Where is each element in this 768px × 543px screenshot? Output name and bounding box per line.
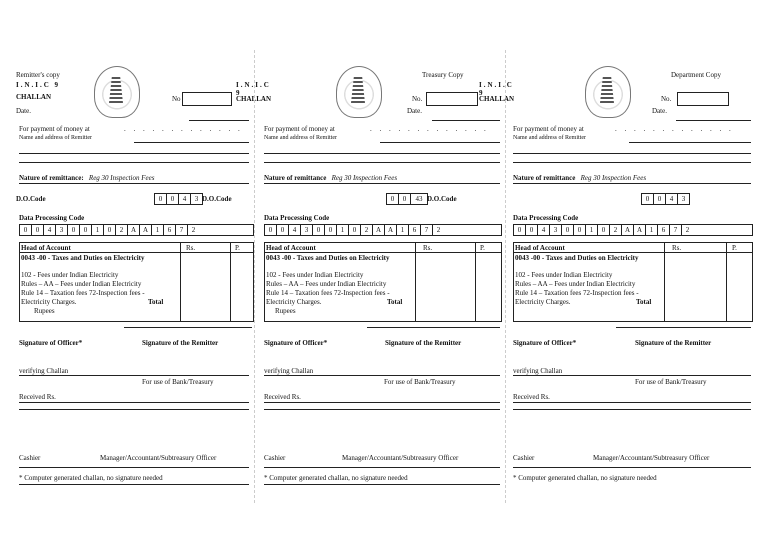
sig-remitter: Signature of the Remitter (635, 339, 712, 347)
head-label: Head of Account (515, 244, 565, 252)
total-label: Total (387, 298, 403, 306)
cashier: Cashier (264, 454, 286, 462)
verifying: verifying Challan (19, 367, 69, 375)
emblem-logo (336, 66, 382, 118)
cut-line (505, 50, 506, 503)
department-copy (511, 62, 756, 492)
cashier: Cashier (513, 454, 535, 462)
head-line-1: 0043 -00 - Taxes and Duties on Electricity (21, 254, 145, 262)
head-of-account-table (19, 242, 254, 322)
challan-no-field[interactable] (182, 92, 232, 106)
verifying: verifying Challan (513, 367, 563, 375)
sig-officer: Signature of Officer* (19, 339, 83, 347)
do-code-label-2: D.O.Code (202, 195, 232, 203)
cut-line (254, 50, 255, 503)
head-label: Head of Account (21, 244, 71, 252)
payment-dots: . . . . . . . . . . . . . (370, 125, 489, 133)
received: Received Rs. (513, 393, 550, 401)
remitter-name-label: Name and address of Remitter (264, 135, 337, 141)
nature-label: Nature of remittance: Reg 30 Inspection Fees (19, 174, 155, 182)
copy-label: Remitter's copy (16, 71, 60, 79)
nature-label: Nature of remittance Reg 30 Inspection Fees (513, 174, 647, 182)
head-line-3: Rules – AA – Fees under Indian Electricity (515, 280, 636, 288)
dp-code-label: Data Processing Code (264, 214, 330, 222)
challan-no-field[interactable] (426, 92, 478, 106)
form-code-2: I.N.I.C 9 (236, 81, 271, 98)
dp-code-grid: 0 0 4 3 0 0 1 0 2 A A 1 6 7 2 (19, 224, 254, 236)
footnote: * Computer generated challan, no signature needed (513, 474, 657, 482)
do-code-grid: 0 0 4 3 (154, 193, 203, 205)
emblem-logo (94, 66, 140, 118)
head-line-1: 0043 -00 - Taxes and Duties on Electricity (515, 254, 639, 262)
payment-dots: . . . . . . . . . . . . . (615, 125, 734, 133)
head-of-account-table (513, 242, 753, 322)
head-line-2: 102 - Fees under Indian Electricity (21, 271, 119, 279)
head-label: Head of Account (266, 244, 316, 252)
payment-dots: . . . . . . . . . . . . . (124, 125, 243, 133)
received: Received Rs. (19, 393, 56, 401)
sig-remitter: Signature of the Remitter (142, 339, 219, 347)
date-label: Date. (652, 107, 667, 115)
emblem-logo (585, 66, 631, 118)
footnote: * Computer generated challan, no signature needed (264, 474, 408, 482)
manager: Manager/Accountant/Subtreasury Officer (342, 454, 459, 462)
date-label: Date. (16, 107, 31, 115)
do-code-label: D.O.Code (427, 195, 457, 203)
form-code: I.N.I.C 9 (479, 81, 514, 98)
dp-code-grid: 0 0 4 3 0 0 1 0 2 A A 1 6 7 2 (513, 224, 753, 236)
total-label: Total (636, 298, 652, 306)
head-line-2: 102 - Fees under Indian Electricity (515, 271, 613, 279)
p-label: P. (732, 244, 737, 252)
head-line-2: 102 - Fees under Indian Electricity (266, 271, 364, 279)
challan-title: CHALLAN (479, 95, 515, 103)
payment-label: For payment of money at (264, 125, 335, 133)
verifying: verifying Challan (264, 367, 314, 375)
treasury-copy (262, 62, 515, 492)
head-line-3: Rules – AA – Fees under Indian Electricity (21, 280, 142, 288)
challan-title: CHALLAN (16, 93, 52, 101)
head-line-5: Electricity Charges. (21, 298, 77, 306)
challan-title-2: CHALLAN (236, 95, 272, 103)
p-label: P. (235, 244, 240, 252)
copy-label: Treasury Copy (422, 71, 464, 79)
head-line-1: 0043 -00 - Taxes and Duties on Electricity (266, 254, 390, 262)
dp-code-label: Data Processing Code (19, 214, 85, 222)
date-label: Date. (407, 107, 422, 115)
dp-code-label: Data Processing Code (513, 214, 579, 222)
cashier: Cashier (19, 454, 41, 462)
challan-no-field[interactable] (677, 92, 729, 106)
rs-label: Rs. (672, 244, 682, 252)
form-code: I.N.I.C 9 (16, 81, 61, 89)
rs-label: Rs. (186, 244, 196, 252)
p-label: P. (480, 244, 485, 252)
bank-use: For use of Bank/Treasury (142, 378, 214, 386)
payment-label: For payment of money at (513, 125, 584, 133)
head-line-4: Rule 14 – Taxation fees 72-Inspection fees - (266, 289, 390, 297)
bank-use: For use of Bank/Treasury (635, 378, 707, 386)
head-line-4: Rule 14 – Taxation fees 72-Inspection fees - (21, 289, 145, 297)
head-line-3: Rules – AA – Fees under Indian Electricity (266, 280, 387, 288)
total-label: Total (148, 298, 164, 306)
rs-label: Rs. (423, 244, 433, 252)
rupees-label: Rupees (275, 307, 296, 315)
manager: Manager/Accountant/Subtreasury Officer (593, 454, 710, 462)
received: Received Rs. (264, 393, 301, 401)
rupees-label: Rupees (34, 307, 55, 315)
payment-label: For payment of money at (19, 125, 90, 133)
no-label: No. (412, 95, 423, 103)
bank-use: For use of Bank/Treasury (384, 378, 456, 386)
head-line-4: Rule 14 – Taxation fees 72-Inspection fees - (515, 289, 639, 297)
no-label: No. (661, 95, 672, 103)
dp-code-grid: 0 0 4 3 0 0 1 0 2 A A 1 6 7 2 (264, 224, 502, 236)
do-code-label: D.O.Code (16, 195, 46, 203)
remitter-name-label: Name and address of Remitter (513, 135, 586, 141)
remitter-copy (14, 62, 272, 492)
nature-label: Nature of remittance Reg 30 Inspection Fees (264, 174, 398, 182)
remitter-name-label: Name and address of Remitter (19, 135, 92, 141)
sig-remitter: Signature of the Remitter (385, 339, 462, 347)
do-code-grid: 0 0 43 (386, 193, 428, 205)
sig-officer: Signature of Officer* (513, 339, 577, 347)
no-label: No (172, 95, 181, 103)
head-line-5: Electricity Charges. (266, 298, 322, 306)
manager: Manager/Accountant/Subtreasury Officer (100, 454, 217, 462)
footnote: * Computer generated challan, no signature needed (19, 474, 163, 482)
sig-officer: Signature of Officer* (264, 339, 328, 347)
head-line-5: Electricity Charges. (515, 298, 571, 306)
copy-label: Department Copy (671, 71, 721, 79)
head-of-account-table (264, 242, 502, 322)
do-code-grid: 0 0 4 3 (641, 193, 690, 205)
